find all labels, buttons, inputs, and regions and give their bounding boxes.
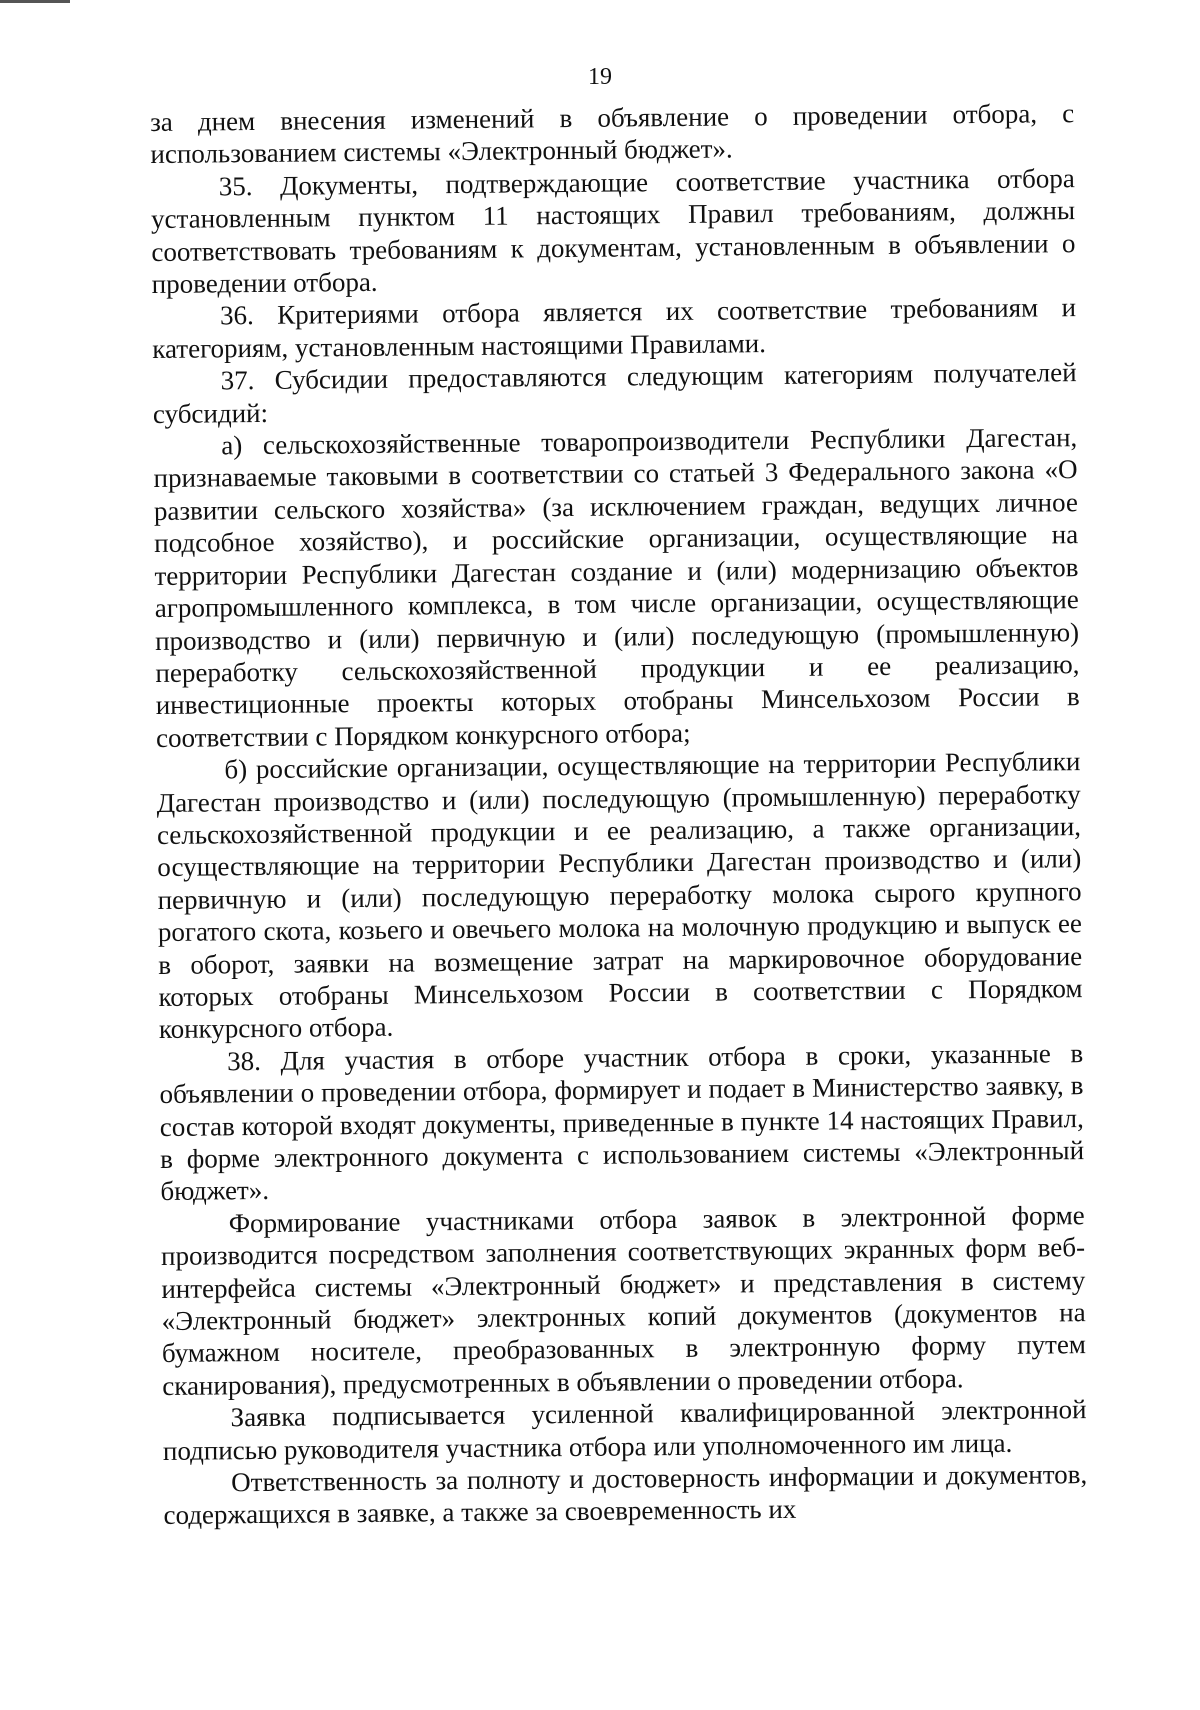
paragraph-item-37-b: б) российские организации, осуществляющие на территории Республики Дагестан производство и (или) последующую (промышленную) переработку сельскохозяйственной продукции и ее реализацию, а также организации, осуществляющие на территории Республики Дагестан производство и (или) первичную и (или) последующую переработку молока сырого крупного рогатого скота, козьего и овечьего молока на молочную продукцию и выпуск ее в оборот, заявки на возмещение затрат на маркировочное оборудование которых отобраны Минсельхозом России в соответствии с Порядком конкурсного отбора. xyxy=(156,746,1083,1045)
page-number: 19 xyxy=(588,64,612,90)
paragraph-item-38: 38. Для участия в отборе участник отбора в сроки, указанные в объявлении о проведении отбора, формирует и подает в Министерство заявку, в состав которой входят документы, приведенные в пункте 14 настоящих Правил, в форме электронного документа с использованием системы «Электронный бюджет». xyxy=(159,1037,1085,1207)
paragraph-item-37: 37. Субсидии предоставляются следующим категориям получателей субсидий: xyxy=(152,357,1077,429)
paragraph-item-35: 35. Документы, подтверждающие соответствие участника отбора установленным пунктом 11 настоящих Правил требованиям, должны соответствовать требованиям к документам, установленным в объявлении о проведении отбора. xyxy=(150,162,1076,300)
paragraph-item-36: 36. Критериями отбора является их соответствие требованиям и категориям, установленным настоящими Правилами. xyxy=(152,292,1077,364)
scan-edge-mark xyxy=(0,0,70,3)
paragraph-item-38-responsibility: Ответственность за полноту и достоверность информации и документов, содержащихся в заявке, а также за своевременность их xyxy=(163,1459,1088,1531)
paragraph-continuation: за днем внесения изменений в объявление о проведении отбора, с использованием системы «Электронный бюджет». xyxy=(150,98,1075,170)
paragraph-item-37-a: а) сельскохозяйственные товаропроизводители Республики Дагестан, признаваемые таковыми в соответствии со статьей 3 Федерального закона «О развитии сельского хозяйства» (за исключением граждан, ведущих личное подсобное хозяйство), и российские организации, осуществляющие на территории Республики Дагестан создание и (или) модернизацию объектов агропромышленного комплекса, в том числе организации, осуществляющие производство и (или) первичную и (или) последующую (промышленную) переработку сельскохозяйственной продукции и ее реализацию, инвестиционные проекты которых отобраны Минсельхозом России в соответствии с Порядком конкурсного отбора; xyxy=(153,422,1080,753)
document-body xyxy=(150,97,1088,1532)
paragraph-item-38-forming: Формирование участниками отбора заявок в электронной форме производится посредством заполнения соответствующих экранных форм веб-интерфейса системы «Электронный бюджет» и представления в систему «Электронный бюджет» электронных копий документов (документов на бумажном носителе, преобразованных в электронную форму путем сканирования), предусмотренных в объявлении о проведении отбора. xyxy=(160,1199,1087,1401)
paragraph-item-38-signature: Заявка подписывается усиленной квалифицированной электронной подписью руководителя участника отбора или уполномоченного им лица. xyxy=(162,1394,1087,1466)
